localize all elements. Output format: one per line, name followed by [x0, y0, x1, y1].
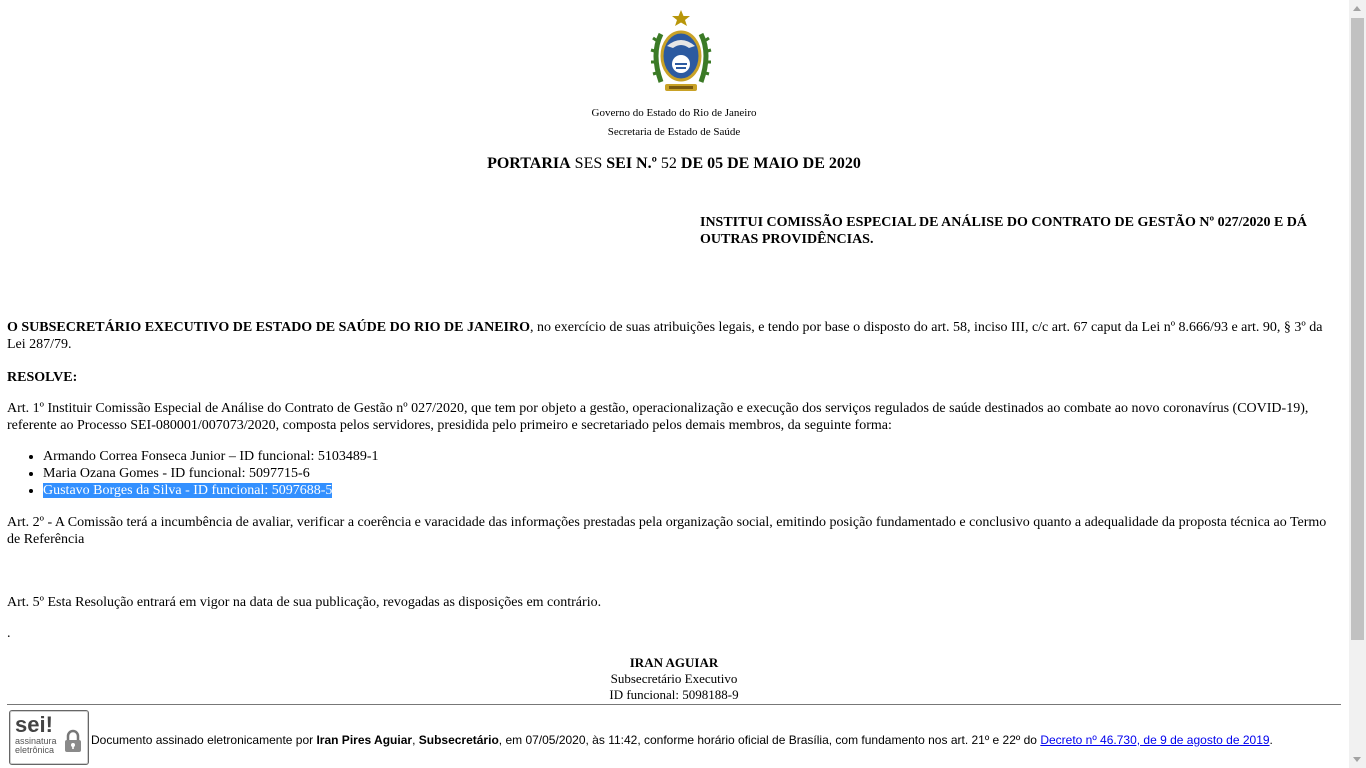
article-5: Art. 5º Esta Resolução entrará em vigor na data de sua publicação, revogadas as disposições em contrário. — [7, 595, 602, 610]
sei-signature-badge — [9, 710, 89, 765]
document-title — [7, 154, 1341, 173]
sei-logo: sei! — [15, 712, 53, 737]
title-ses: SES — [570, 155, 607, 172]
signatory-role: Subsecretário Executivo — [610, 671, 738, 686]
scroll-down-arrow-icon[interactable] — [1349, 751, 1366, 768]
sei-caption: assinatura eletrônica — [15, 736, 57, 755]
electronic-signature-note — [91, 732, 1273, 748]
secretariat-line: Secretaria de Estado de Saúde — [607, 126, 741, 138]
sign-note-text: Documento assinado eletronicamente por — [91, 733, 317, 747]
signer-name: Iran Pires Aguiar — [316, 733, 413, 747]
list-item: • Armando Correa Fonseca Junior – ID funcional: 5103489-1 — [43, 448, 379, 465]
article-1: Art. 1º Instituir Comissão Especial de Análise do Contrato de Gestão nº 027/2020, que tem por objeto a gestão, operacionalização e execução dos serviços regulados de saúde destinados ao combate ao novo coronavírus (COVID-19), referente ao Processo SEI-080001/007073/2020, composta pelos servidores, presidida pelo primeiro e secretariado pelos demais membros, da seguinte forma: — [7, 401, 1309, 433]
intro-authority: O SUBSECRETÁRIO EXECUTIVO DE ESTADO DE SAÚDE DO RIO DE JANEIRO — [7, 320, 531, 335]
intro-text: , no exercício de suas atribuições legais, e tendo por base o disposto do art. 58, inciso III, c/c art. 67 caput da Lei nº 8.666/93 e art. 90, § 3º da Lei 287/79. — [7, 320, 1323, 352]
scroll-up-arrow-icon[interactable] — [1349, 0, 1366, 17]
signatory-id: ID funcional: 5098188-9 — [609, 687, 739, 702]
signer-role: Subsecretário — [418, 733, 499, 747]
list-item: • Maria Ozana Gomes - ID funcional: 5097715-6 — [43, 465, 379, 482]
ementa: INSTITUI COMISSÃO ESPECIAL DE ANÁLISE DO CONTRATO DE GESTÃO Nº 027/2020 E DÁ OUTRAS PROVIDÊNCIAS. — [700, 215, 1308, 247]
government-line: Governo do Estado do Rio de Janeiro — [591, 107, 757, 119]
title-sei: SEI N.º — [606, 155, 657, 172]
article-2: Art. 2º - A Comissão terá a incumbência de avaliar, verificar a coerência e varacidade das informações prestadas pela organização social, emitindo posição fundamentado e conclusivo quanto a adequalidade da proposta técnica ao Termo de Referência — [7, 515, 1327, 547]
sign-note-text-2: , em 07/05/2020, às 11:42, conforme horário oficial de Brasília, com fundamento nos art. 21º e 22º do — [498, 733, 1041, 747]
sign-note-sep: , — [412, 733, 419, 747]
resolve-heading: RESOLVE: — [7, 370, 78, 385]
vertical-scrollbar[interactable] — [1349, 0, 1366, 768]
signatory-name: IRAN AGUIAR — [629, 655, 719, 670]
dot-paragraph: . — [7, 626, 11, 641]
selected-text[interactable]: Gustavo Borges da Silva - ID funcional: 5097688-5 — [43, 483, 333, 498]
title-portaria: PORTARIA — [487, 155, 571, 172]
padlock-icon — [63, 729, 83, 753]
sign-note-end: . — [1269, 733, 1273, 747]
title-date: DE 05 DE MAIO DE 2020 — [680, 155, 861, 172]
coat-of-arms-icon — [639, 8, 723, 98]
list-item — [43, 482, 379, 499]
decree-link[interactable]: Decreto nº 46.730, de 9 de agosto de 2019 — [1040, 733, 1270, 747]
title-number: 52 — [656, 155, 681, 172]
commission-members-list — [7, 448, 379, 499]
divider — [7, 704, 1341, 705]
scrollbar-thumb[interactable] — [1351, 18, 1364, 640]
intro-paragraph — [7, 319, 1333, 353]
